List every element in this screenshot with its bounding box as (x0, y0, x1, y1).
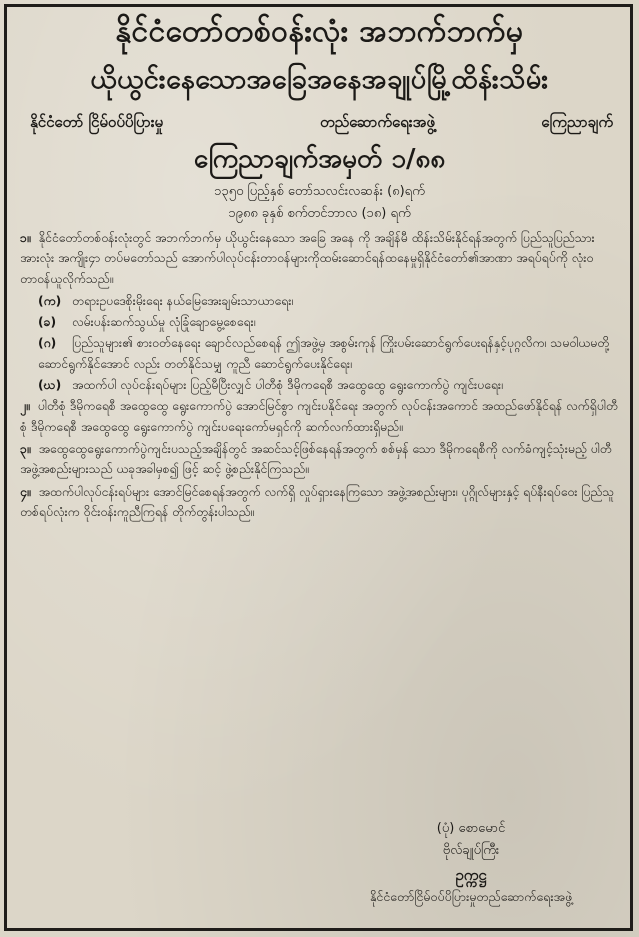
paragraph-number: ၁။ (20, 231, 31, 245)
paragraph-text: ပါတီစုံ ဒီမိုကရေစီ အထွေထွေ ရွေးကောက်ပွဲ အောင်မြင်စွာ ကျင်းပနိုင်ရေး အတွက် လုပ်ငန်းအကောင် အထည်ဖော်နိုင်ရန် လက်ရှိပါတီစုံ ဒီမိုကရေစီ အထွေထွေ ရွေးကောက်ပွဲ ကျင်းပရေးကော်မရှင်ကို ဆက်လက်ထားရှိမည်။ (20, 399, 618, 434)
list-item-mark: (ဃ) (38, 378, 62, 393)
issuer-org: နိုင်ငံတော် ငြိမ်ဝပ်ပိပြားမှု (30, 113, 164, 131)
announcement-body (20, 228, 622, 524)
paragraph-number: ၃။ (20, 441, 31, 456)
paragraph-number: ၂။ (20, 399, 30, 414)
list-item-mark: (ဂ) (38, 336, 57, 351)
list-item-mark: (က) (38, 293, 62, 308)
list-item-text: ပြည်သူများ၏ စားဝတ်နေရေး ချောင်လည်စေရန် ဤအဖွဲ့မှ အစွမ်းကုန် ကြိုးပမ်းဆောင်ရွက်ပေးရန်နှင့်ပုဂ္ဂလိက၊ သမဝါယမတို့ ဆောင်ရွက်နိုင်အောင် လည်း တတ်နိုင်သမျှ ကူညီ ဆောင်ရွက်ပေးနိုင်ရေး၊ (38, 336, 610, 371)
headline-line-1: နိုင်ငံတော်တစ်ဝန်းလုံး အဘက်ဘက်မှ (115, 14, 524, 49)
headline-line-2: ယိုယွင်းနေသောအခြေအနေအချုပ်မြို့ထိန်းသိမ်း (90, 64, 549, 95)
date-gregorian: ၁၉၈၈ ခုနှစ် စက်တင်ဘာလ (၁၈) ရက် (228, 206, 411, 221)
list-item (38, 291, 622, 311)
signature-rank: ဗိုလ်ချုပ်ကြီး (442, 843, 500, 858)
paragraph-number: ၄။ (20, 484, 31, 499)
list-item-text: အထက်ပါ လုပ်ငန်းရပ်များ ပြည့်မီပြီးလျှင် ပါတီစုံ ဒီမိုကရေစီ အထွေထွေ ရွေးကောက်ပွဲ ကျင်းပရေး၊ (72, 378, 503, 393)
announcement-number: ကြေညာချက်အမှတ် ၁/၈၈ (193, 144, 446, 174)
issuer-sub: တည်ဆောက်ရေးအဖွဲ့ (320, 113, 435, 131)
paragraph-text: နိုင်ငံတော်တစ်ဝန်းလုံးတွင် အဘက်ဘက်မှ ယိုယွင်းနေသော အခြေ အနေ ကို အချိန်မီ ထိန်းသိမ်းနိုင်ရန်အတွက် ပြည်သူပြည်သား အားလုံး အကျိုး၄ာ တပ်မတော်သည် အောက်ပါလုပ်ငန်းတာဝန်များကိုထမ်းဆောင်ရန်ထနေမှုရှိနိုင်ငံတော်၏အာဏာ အရပ်ရပ်ကို လုံးဝတာဝန်ယူလိုက်သည်။ (20, 231, 595, 286)
signature-organization: နိုင်ငံတော်ငြိမ်ဝပ်ပိပြားမှုတည်ဆောက်ရေးအဖွဲ့ (369, 889, 573, 904)
list-item-mark: (ခ) (38, 315, 57, 330)
paragraph-4 (20, 482, 622, 523)
paragraph-1 (20, 228, 622, 289)
paragraph-3 (20, 439, 622, 480)
list-item (38, 333, 622, 374)
list-item-text: လမ်းပန်းဆက်သွယ်မှု လုံခြုံချောမွေ့စေရေး၊ (72, 315, 256, 330)
issuer-line (12, 106, 627, 138)
signature-title: ဥက္ကဋ္ဌ (455, 866, 487, 884)
list-item (38, 375, 622, 395)
list-item-text: တရားဥပဒေစိုးမိုးရေး နယ်မြေအေးချမ်းသာယာရေး၊ (72, 293, 294, 308)
list-item (38, 312, 622, 332)
date-burmese: ၁၃၅၀ ပြည့်နှစ် တော်သလင်းလဆန်း (၈)ရက် (214, 184, 425, 199)
issuer-kind: ကြေညာချက် (541, 113, 613, 131)
paragraph-2 (20, 396, 622, 437)
paragraph-text: အထွေထွေရွေးကောက်ပွဲကျင်းပသည့်အချိန်တွင် အဆင်သင့်ဖြစ်နေရန်အတွက် စစ်မှန် သော ဒီမိုကရေစီကို လက်ခံကျင့်သုံးမည့် ပါတီအဖွဲ့အစည်းများသည် ယခုအခါမှစ၍ ဖြင့် ဆင့် ဖွဲ့စည်းနိုင်ကြသည်။ (20, 441, 612, 477)
signature-name: (ပုံ) စောမောင် (436, 821, 506, 836)
paragraph-text: အထက်ပါလုပ်ငန်းရပ်များ အောင်မြင်စေရန်အတွက် လက်ရှိ လှုပ်ရှားနေကြသော အဖွဲ့အစည်းများ၊ ပုဂ္ဂိုလ်များနှင့် ရပ်နီးရပ်ဝေး ပြည်သူတစ်ရပ်လုံးက ဝိုင်းဝန်းကူညီကြရန် တိုက်တွန်းပါသည်။ (20, 484, 615, 519)
